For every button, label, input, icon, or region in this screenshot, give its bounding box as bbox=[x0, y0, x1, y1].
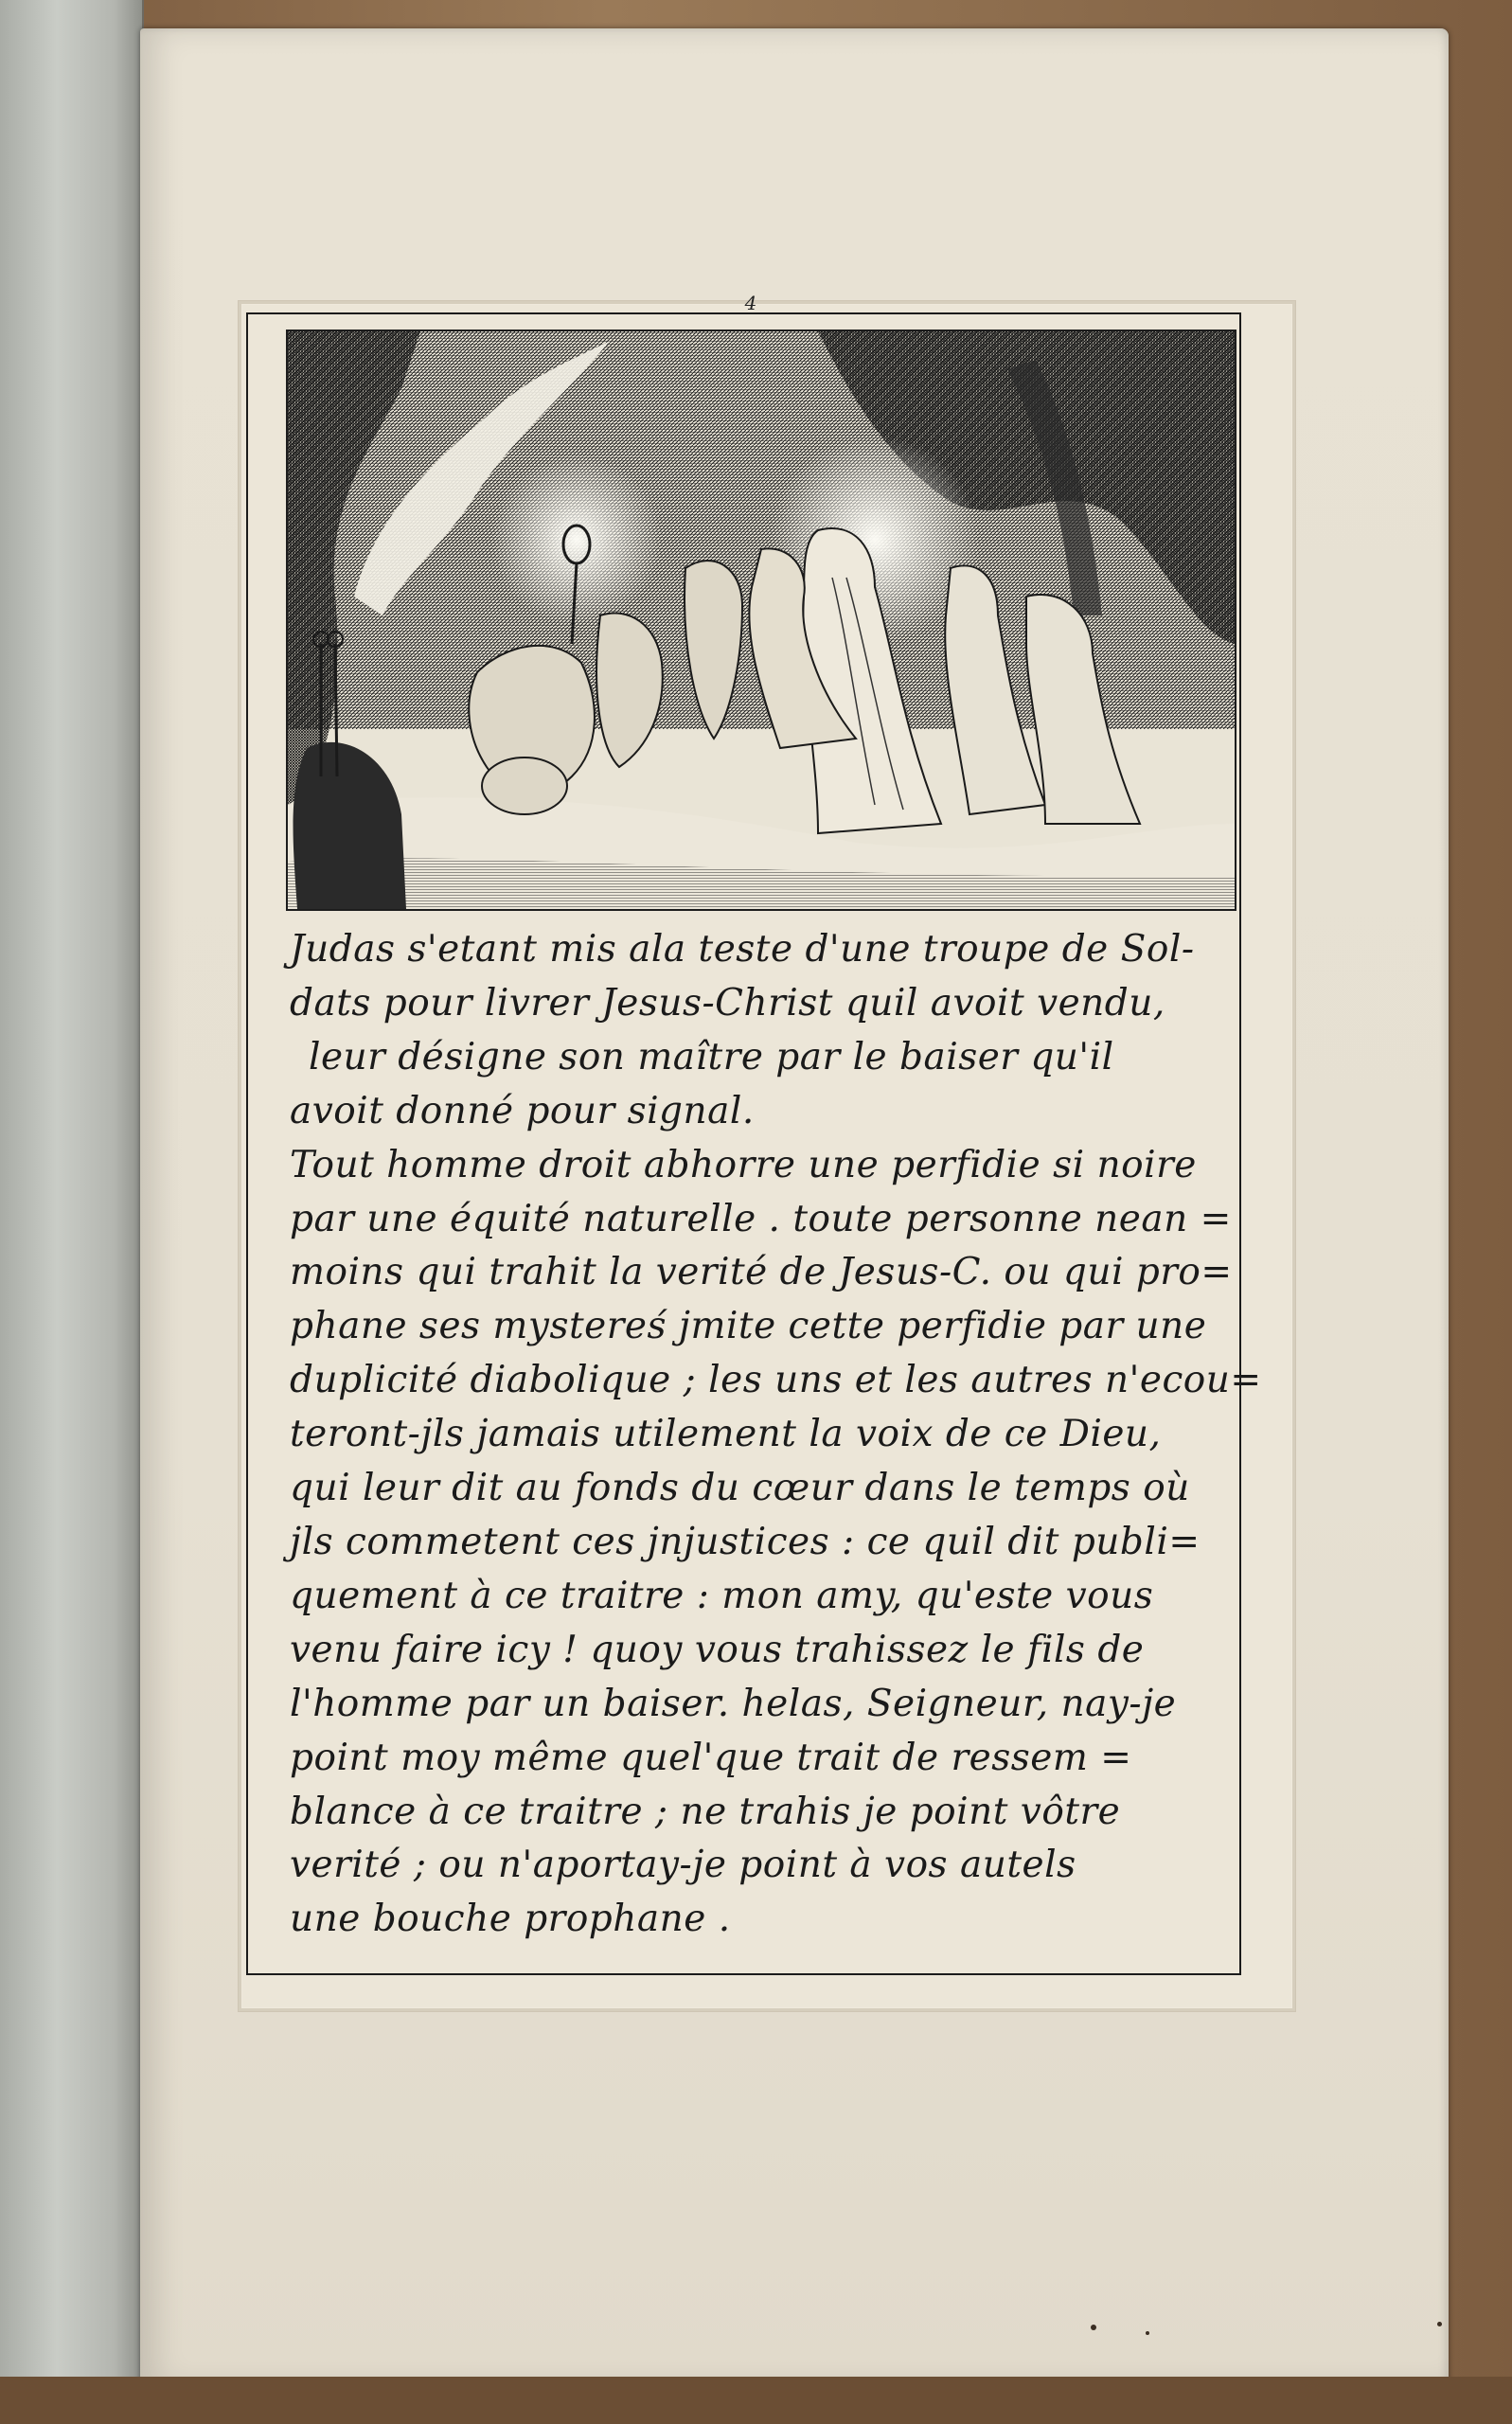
previous-page-edge bbox=[0, 0, 144, 2424]
caption-line: qui leur dit au fonds du cœur dans le temps où bbox=[290, 1467, 1190, 1510]
caption-line: jls commetent ces jnjustices : ce quil dit publi= bbox=[290, 1520, 1201, 1563]
caption-line: duplicité diabolique ; les uns et les autres n'ecou= bbox=[290, 1359, 1262, 1402]
page-number: 4 bbox=[744, 292, 757, 314]
caption-line: quement à ce traitre : mon amy, qu'este vous bbox=[290, 1574, 1154, 1617]
caption-line: Tout homme droit abhorre une perfidie si noire bbox=[290, 1143, 1197, 1186]
caption-line: avoit donné pour signal. bbox=[290, 1089, 755, 1132]
caption-line: phane ses mystereś jmite cette perfidie par une bbox=[290, 1305, 1207, 1348]
caption-line: par une équité naturelle . toute personne nean = bbox=[290, 1197, 1232, 1240]
caption-line: moins qui trahit la verité de Jesus-C. ou qui pro= bbox=[290, 1251, 1233, 1294]
paper-spot bbox=[1437, 2322, 1442, 2326]
caption-line: l'homme par un baiser. helas, Seigneur, nay-je bbox=[290, 1682, 1177, 1725]
caption-line: verité ; ou n'aportay-je point à vos autels bbox=[290, 1844, 1076, 1887]
paper-spot bbox=[1146, 2331, 1149, 2335]
table-edge bbox=[0, 2377, 1512, 2424]
caption-line: Judas s'etant mis ala teste d'une troupe de Sol- bbox=[290, 928, 1195, 971]
engraving-illustration bbox=[286, 330, 1236, 911]
caption-line: venu faire icy ! quoy vous trahissez le fils de bbox=[290, 1628, 1145, 1671]
paper-spot bbox=[1091, 2325, 1096, 2330]
caption-line: point moy même quel'que trait de ressem = bbox=[290, 1736, 1132, 1779]
caption-line: dats pour livrer Jesus-Christ quil avoit vendu, bbox=[290, 981, 1165, 1025]
caption-line: teront-jls jamais utilement la voix de ce Dieu, bbox=[290, 1413, 1162, 1456]
caption-text bbox=[290, 923, 1262, 1947]
caption-line: leur désigne son maître par le baiser qu'il bbox=[309, 1035, 1114, 1078]
caption-line: une bouche prophane . bbox=[290, 1898, 731, 1941]
caption-line: blance à ce traitre ; ne trahis je point vôtre bbox=[290, 1790, 1121, 1833]
